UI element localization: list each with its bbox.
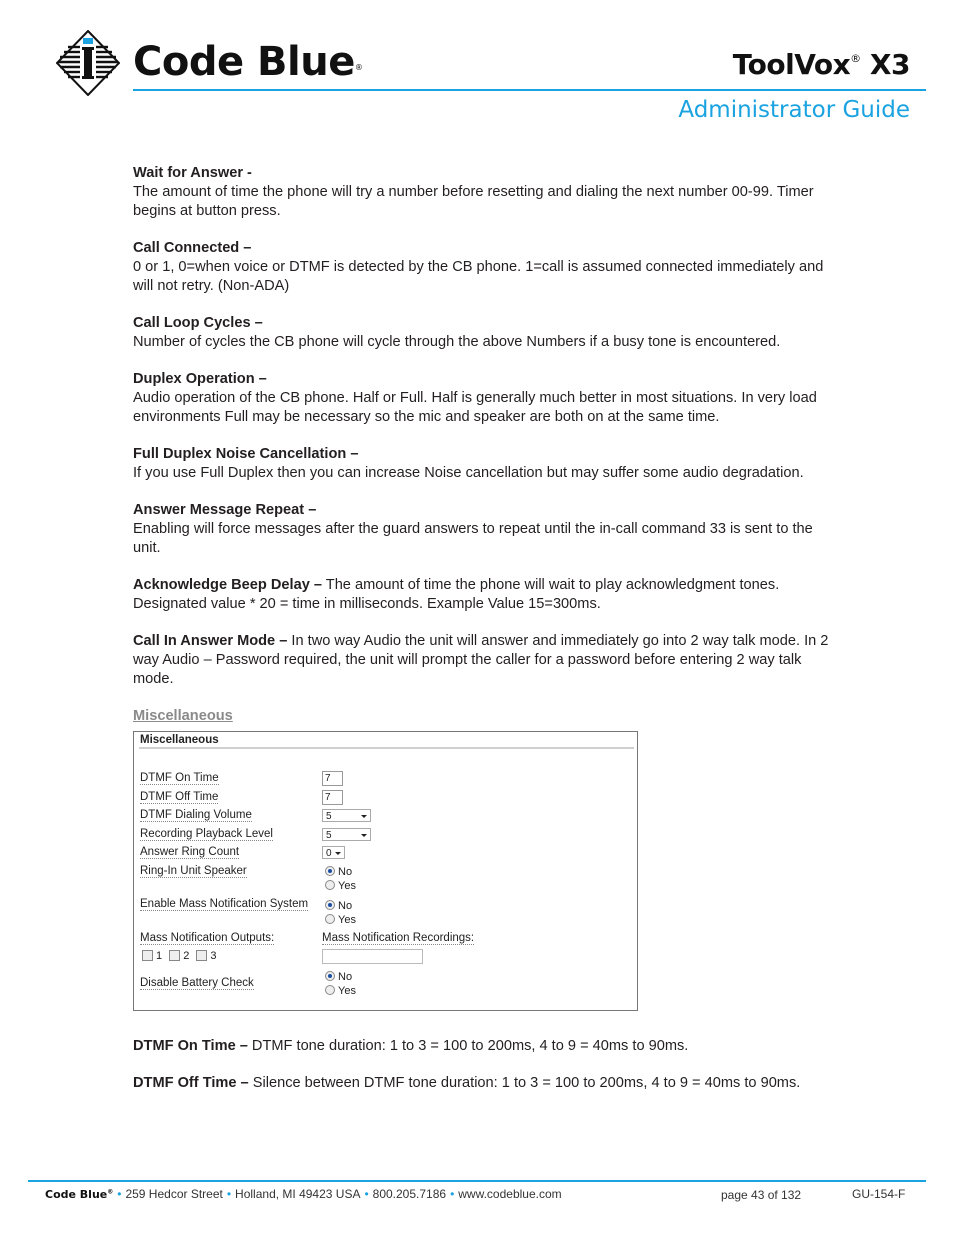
footer-address: 259 Hedcor Street	[125, 1187, 223, 1201]
dtmf-dialing-volume-label: DTMF Dialing Volume	[140, 809, 252, 821]
main-content	[133, 164, 833, 1111]
document-subtitle: Administrator Guide	[678, 97, 910, 123]
paragraph-acknowledge-beep-delay: Acknowledge Beep Delay – The amount of time the phone will wait to play acknowledgment tones. Designated value * 20 = time in milliseconds. Example Value 15=300ms.	[133, 577, 780, 612]
header-divider	[133, 89, 926, 91]
recording-playback-level-select[interactable]: 5	[322, 828, 371, 841]
radio-icon[interactable]	[325, 880, 335, 890]
paragraph-answer-message-repeat: Answer Message Repeat – Enabling will force messages after the guard answers to repeat until the in-call command 33 is sent to the unit.	[133, 502, 813, 556]
mass-notification-recordings-input[interactable]	[322, 949, 423, 964]
checkbox-output-3[interactable]	[196, 950, 207, 961]
paragraph-duplex-operation: Duplex Operation – Audio operation of the CB phone. Half or Full. Half is generally much better in most situations. In very load environments Full may be necessary so the mic and speaker are both on at the same time.	[133, 371, 817, 425]
checkbox-output-1[interactable]	[142, 950, 153, 961]
document-id: GU-154-F	[852, 1187, 906, 1201]
ring-in-unit-speaker-label: Ring-In Unit Speaker	[140, 865, 247, 877]
panel-divider	[139, 747, 634, 749]
radio-icon[interactable]	[325, 914, 335, 924]
footer-city: Holland, MI 49423 USA	[235, 1187, 361, 1201]
dtmf-off-time-label: DTMF Off Time	[140, 791, 219, 803]
chevron-down-icon	[361, 815, 367, 818]
battery-check-no-option[interactable]: No	[325, 970, 352, 984]
disable-battery-check-label: Disable Battery Check	[140, 977, 254, 989]
mass-notification-label: Enable Mass Notification System	[140, 898, 309, 910]
footer-phone: 800.205.7186	[372, 1187, 447, 1201]
brand-name: Code Blue®	[133, 39, 363, 85]
chevron-down-icon	[335, 852, 341, 855]
mass-notification-no-option[interactable]: No	[325, 899, 352, 913]
footer-brand: Code Blue®	[45, 1188, 114, 1201]
chevron-down-icon	[361, 834, 367, 837]
mass-notification-outputs: 1 2 3	[142, 949, 221, 963]
mass-notification-outputs-label: Mass Notification Outputs:	[140, 932, 275, 944]
section-heading-miscellaneous: Miscellaneous	[133, 708, 233, 724]
radio-selected-icon[interactable]	[325, 971, 335, 981]
mass-notification-yes-option[interactable]: Yes	[325, 913, 356, 927]
paragraph-wait-for-answer: Wait for Answer - The amount of time the phone will try a number before resetting and dialing the next number 00-99. Timer begins at button press.	[133, 165, 814, 219]
dtmf-off-time-input[interactable]: 7	[322, 790, 343, 805]
answer-ring-count-select[interactable]: 0	[322, 846, 345, 859]
product-title: ToolVox® X3	[732, 48, 910, 81]
panel-title: Miscellaneous	[140, 734, 219, 746]
footer-divider	[28, 1180, 926, 1182]
checkbox-output-2[interactable]	[169, 950, 180, 961]
radio-selected-icon[interactable]	[325, 866, 335, 876]
mass-notification-recordings-label: Mass Notification Recordings:	[322, 932, 475, 944]
paragraph-noise-cancellation: Full Duplex Noise Cancellation – If you use Full Duplex then you can increase Noise cancellation but may suffer some audio degradation.	[133, 446, 804, 481]
radio-icon[interactable]	[325, 985, 335, 995]
radio-selected-icon[interactable]	[325, 900, 335, 910]
paragraph-dtmf-off-time: DTMF Off Time – Silence between DTMF tone duration: 1 to 3 = 100 to 200ms, 4 to 9 = 40ms to 90ms.	[133, 1075, 801, 1091]
ring-in-no-option[interactable]: No	[325, 865, 352, 879]
footer-website[interactable]: www.codeblue.com	[458, 1187, 562, 1201]
ring-in-yes-option[interactable]: Yes	[325, 879, 356, 893]
miscellaneous-settings-panel	[133, 731, 638, 1011]
dtmf-on-time-input[interactable]: 7	[322, 771, 343, 786]
recording-playback-level-label: Recording Playback Level	[140, 828, 273, 840]
page-number: page 43 of 132	[721, 1188, 802, 1202]
dtmf-dialing-volume-select[interactable]: 5	[322, 809, 371, 822]
battery-check-yes-option[interactable]: Yes	[325, 984, 356, 998]
code-blue-logo-icon	[56, 30, 120, 96]
paragraph-call-in-answer-mode: Call In Answer Mode – In two way Audio the unit will answer and immediately go into 2 way talk mode. In 2 way Audio – Password required, the unit will prompt the caller for a password before entering 2 way talk mode.	[133, 633, 829, 687]
paragraph-dtmf-on-time: DTMF On Time – DTMF tone duration: 1 to 3 = 100 to 200ms, 4 to 9 = 40ms to 90ms.	[133, 1038, 689, 1054]
paragraph-call-loop-cycles: Call Loop Cycles – Number of cycles the CB phone will cycle through the above Numbers if a busy tone is encountered.	[133, 315, 781, 350]
dtmf-on-time-label: DTMF On Time	[140, 772, 219, 784]
footer-contact: Code Blue® • 259 Hedcor Street • Holland, MI 49423 USA • 800.205.7186 • www.codeblue.com	[45, 1187, 562, 1201]
answer-ring-count-label: Answer Ring Count	[140, 846, 240, 858]
paragraph-call-connected: Call Connected – 0 or 1, 0=when voice or DTMF is detected by the CB phone. 1=call is assumed connected immediately and will not retry. (Non-ADA)	[133, 240, 824, 294]
